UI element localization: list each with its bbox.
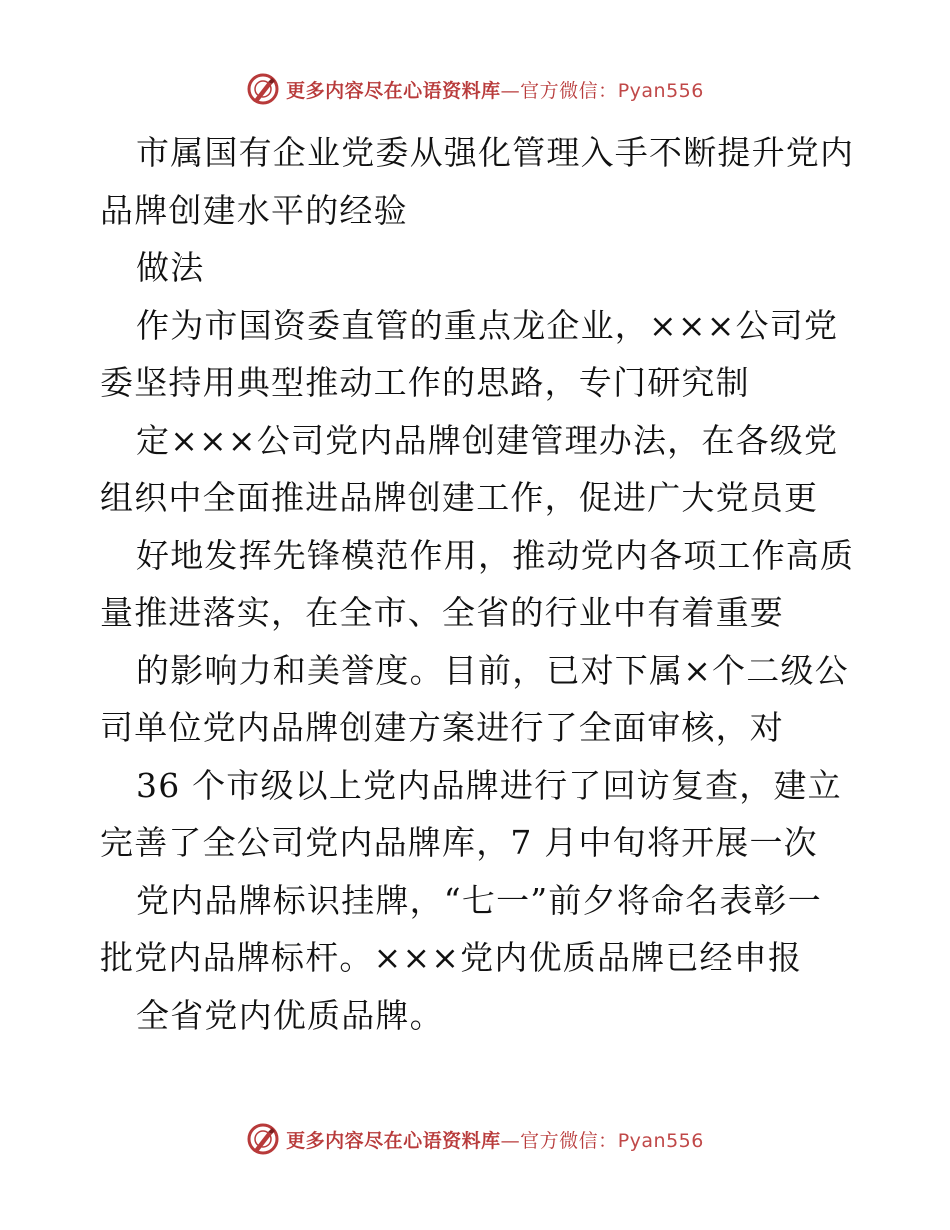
paragraph-line: 完善了全公司党内品牌库，7 月中旬将开展一次 <box>100 823 818 862</box>
wechat-id: Pyan556 <box>617 1129 704 1152</box>
paragraph-line: 委坚持用典型推动工作的思路，专门研究制 <box>100 363 750 402</box>
wechat-id: Pyan556 <box>617 79 704 102</box>
paragraph-line: 定×××公司党内品牌创建管理办法，在各级党 <box>136 420 839 460</box>
paragraph-line: 全省党内优质品牌。 <box>136 995 444 1035</box>
banner-main-text: 更多内容尽在心语资料库 <box>286 1129 501 1152</box>
section-heading: 做法 <box>136 248 205 287</box>
banner-separator: — <box>500 79 521 102</box>
title-line-1: 市属国有企业党委从强化管理入手不断提升党内 <box>136 133 855 172</box>
paragraph-line: 党内品牌标识挂牌，“七一”前夕将命名表彰一 <box>136 880 822 920</box>
pen-seal-icon <box>246 1122 280 1156</box>
paragraph-line: 好地发挥先锋模范作用，推动党内各项工作高质 <box>136 535 855 575</box>
banner-label: 官方微信： <box>520 1129 618 1152</box>
paragraph-line: 批党内品牌标杆。×××党内优质品牌已经申报 <box>100 938 803 977</box>
banner-main-text: 更多内容尽在心语资料库 <box>286 79 501 102</box>
page-header-banner <box>0 72 950 106</box>
paragraph-line: 司单位党内品牌创建方案进行了全面审核，对 <box>100 708 784 747</box>
paragraph-line: 36 个市级以上党内品牌进行了回访复查，建立 <box>136 765 842 805</box>
page-footer-banner <box>0 1122 950 1156</box>
banner-separator: — <box>500 1129 521 1152</box>
title-line-2: 品牌创建水平的经验 <box>100 190 408 230</box>
paragraph-line: 量推进落实，在全市、全省的行业中有着重要 <box>100 593 784 632</box>
pen-seal-icon <box>246 72 280 106</box>
document-body <box>100 124 860 1044</box>
banner-label: 官方微信： <box>520 79 618 102</box>
paragraph-line: 组织中全面推进品牌创建工作，促进广大党员更 <box>100 478 819 517</box>
paragraph-line: 的影响力和美誉度。目前，已对下属×个二级公 <box>136 650 849 690</box>
paragraph-line: 作为市国资委直管的重点龙企业，×××公司党 <box>136 305 839 345</box>
